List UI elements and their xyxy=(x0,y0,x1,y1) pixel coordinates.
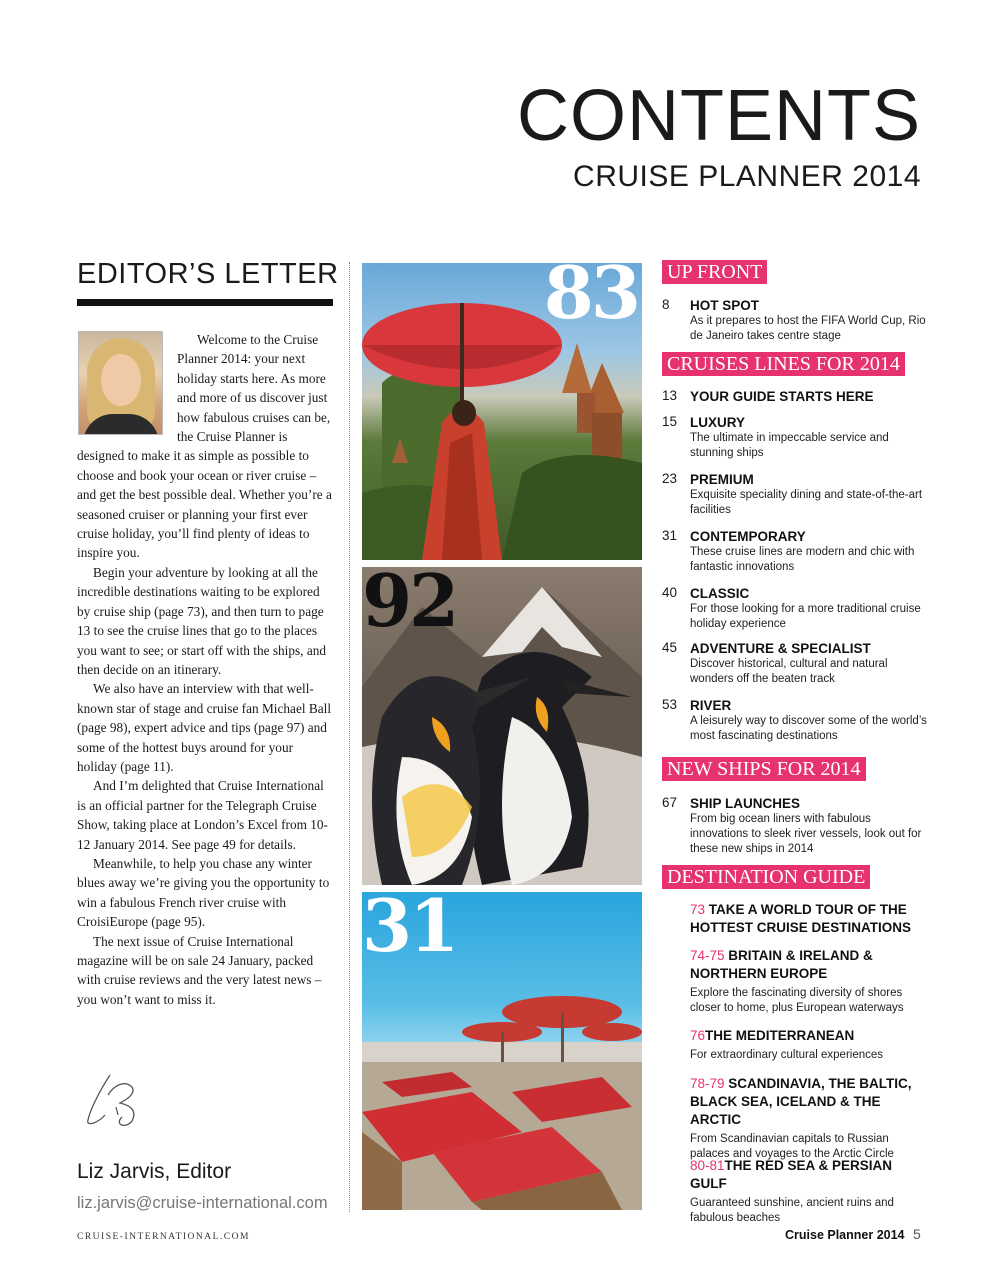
page-title: CONTENTS xyxy=(517,76,921,156)
editors-letter-body xyxy=(77,330,335,1009)
toc-entry[interactable] xyxy=(662,697,932,744)
toc-page-number: 80-81 xyxy=(690,1158,725,1173)
heading-rule xyxy=(77,299,333,306)
toc-desc: Explore the fascinating diversity of shores closer to home, plus European waterways xyxy=(690,987,904,1014)
toc-desc: Guaranteed sunshine, ancient ruins and fabulous beaches xyxy=(690,1197,894,1224)
toc-desc: Exquisite speciality dining and state-of-the-art facilities xyxy=(690,489,923,516)
toc-page-number: 23 xyxy=(662,471,678,486)
toc-entry[interactable] xyxy=(662,388,932,405)
toc-title: CLASSIC xyxy=(690,586,750,601)
toc-title: THE RED SEA & PERSIAN GULF xyxy=(690,1158,893,1191)
toc-entry[interactable] xyxy=(662,414,932,461)
toc-title: PREMIUM xyxy=(690,472,754,487)
toc-page-number: 45 xyxy=(662,640,678,655)
toc-title: SHIP LAUNCHES xyxy=(690,796,801,811)
section-cruise-lines: CRUISES LINES FOR 2014 xyxy=(662,352,905,376)
toc-entry[interactable] xyxy=(690,901,930,937)
cruise-deck-photo xyxy=(362,892,642,1210)
toc-title: YOUR GUIDE STARTS HERE xyxy=(690,389,874,404)
letter-paragraph: Welcome to the Cruise Planner 2014: your next holiday starts here. As more and more of us discover just how fabulous cruises can be, the Cruise Planner is designed to make it as simple as possible to choose and book your ocean or river cruise – and get the best possible deal. Whether you’re a seasoned cruiser or planning your first ever cruise holiday, you’ll find plenty of ideas to inspire you. xyxy=(77,332,332,561)
toc-entry[interactable] xyxy=(662,640,932,687)
toc-page-number: 40 xyxy=(662,585,678,600)
toc-entry[interactable] xyxy=(690,947,930,1016)
column-divider xyxy=(349,262,350,1212)
penguins-photo xyxy=(362,567,642,885)
editor-email[interactable]: liz.jarvis@cruise-international.com xyxy=(77,1194,328,1212)
toc-entry[interactable] xyxy=(662,528,932,575)
toc-desc: These cruise lines are modern and chic with fantastic innovations xyxy=(690,546,915,573)
toc-desc: For extraordinary cultural experiences xyxy=(690,1049,884,1061)
footer-magazine: Cruise Planner 2014 xyxy=(785,1228,905,1242)
toc-entry[interactable] xyxy=(662,585,932,632)
toc-entry[interactable] xyxy=(690,1157,930,1226)
letter-paragraph: Begin your adventure by looking at all the incredible destinations waiting to be explored by cruise ship (page 73), and then turn to page 13 to see the cruise lines that go to the places you want to see; or start off with the ships, and then decide on an itinerary. xyxy=(77,564,327,677)
toc-desc: Discover historical, cultural and natural wonders off the beaten track xyxy=(690,658,888,685)
toc-page-number: 53 xyxy=(662,697,678,712)
toc-page-number: 8 xyxy=(662,297,670,312)
photo-page-number: 31 xyxy=(362,892,457,968)
toc-title: SCANDINAVIA, THE BALTIC, BLACK SEA, ICELAND & THE ARCTIC xyxy=(690,1076,912,1127)
toc-page-number: 73 xyxy=(690,902,706,917)
toc-desc: For those looking for a more traditional cruise holiday experience xyxy=(690,603,921,630)
page-subtitle: CRUISE PLANNER 2014 xyxy=(573,160,921,193)
toc-title: THE MEDITERRANEAN xyxy=(705,1028,855,1043)
toc-entry[interactable] xyxy=(662,471,932,518)
toc-page-number: 74-75 xyxy=(690,948,725,963)
toc-page-number: 76 xyxy=(690,1028,706,1043)
toc-desc: The ultimate in impeccable service and stunning ships xyxy=(690,432,889,459)
toc-title: ADVENTURE & SPECIALIST xyxy=(690,641,871,656)
toc-desc: From big ocean liners with fabulous innovations to sleek river vessels, look out for these new ships in 2014 xyxy=(690,813,922,855)
letter-paragraph: Meanwhile, to help you chase any winter blues away we’re giving you the opportunity to win a fabulous French river cruise with CroisiEurope (page 95). xyxy=(77,855,330,930)
toc-title: LUXURY xyxy=(690,415,746,430)
letter-paragraph: And I’m delighted that Cruise International is an official partner for the Telegraph Cruise Show, taking place at London’s Excel from 10-12 January 2014. See page 49 for details. xyxy=(77,778,328,852)
toc-title: TAKE A WORLD TOUR OF THE HOTTEST CRUISE DESTINATIONS xyxy=(690,902,912,935)
letter-paragraph: We also have an interview with that well-known star of stage and cruise fan Michael Ball (page 98), expert advice and tips (page 97) and some of the hottest buys around for your holiday (page 11). xyxy=(77,681,332,774)
section-new-ships: NEW SHIPS FOR 2014 xyxy=(662,757,866,781)
section-destination-guide: DESTINATION GUIDE xyxy=(662,865,870,889)
toc-page-number: 67 xyxy=(662,795,678,810)
footer-page-number: 5 xyxy=(913,1226,921,1242)
toc-desc: From Scandinavian capitals to Russian palaces and voyages to the Arctic Circle xyxy=(690,1133,894,1160)
toc-page-number: 15 xyxy=(662,414,678,429)
footer-site: CRUISE-INTERNATIONAL.COM xyxy=(77,1232,250,1242)
toc-entry[interactable] xyxy=(690,1027,930,1063)
monk-umbrella-photo xyxy=(362,263,642,560)
toc-entry[interactable] xyxy=(690,1075,930,1162)
toc-title: HOT SPOT xyxy=(690,298,760,313)
signature-icon xyxy=(80,1065,170,1135)
section-up-front: UP FRONT xyxy=(662,260,767,284)
letter-paragraph: The next issue of Cruise International magazine will be on sale 24 January, packed with cruise reviews and the very latest news – you won’t want to miss it. xyxy=(77,933,322,1007)
toc-title: BRITAIN & IRELAND & NORTHERN EUROPE xyxy=(690,948,873,981)
toc-title: RIVER xyxy=(690,698,732,713)
toc-page-number: 78-79 xyxy=(690,1076,725,1091)
toc-title: CONTEMPORARY xyxy=(690,529,806,544)
toc-entry[interactable] xyxy=(662,297,932,344)
toc-desc: As it prepares to host the FIFA World Cup, Rio de Janeiro takes centre stage xyxy=(690,315,926,342)
toc-page-number: 31 xyxy=(662,528,678,543)
toc-page-number: 13 xyxy=(662,388,678,403)
photo-page-number: 83 xyxy=(543,263,638,335)
toc-desc: A leisurely way to discover some of the world’s most fascinating destinations xyxy=(690,715,927,742)
editor-name: Liz Jarvis, Editor xyxy=(77,1160,232,1183)
toc-entry[interactable] xyxy=(662,795,932,857)
editors-letter-heading: EDITOR’S LETTER xyxy=(77,258,339,290)
photo-page-number: 92 xyxy=(362,567,457,643)
